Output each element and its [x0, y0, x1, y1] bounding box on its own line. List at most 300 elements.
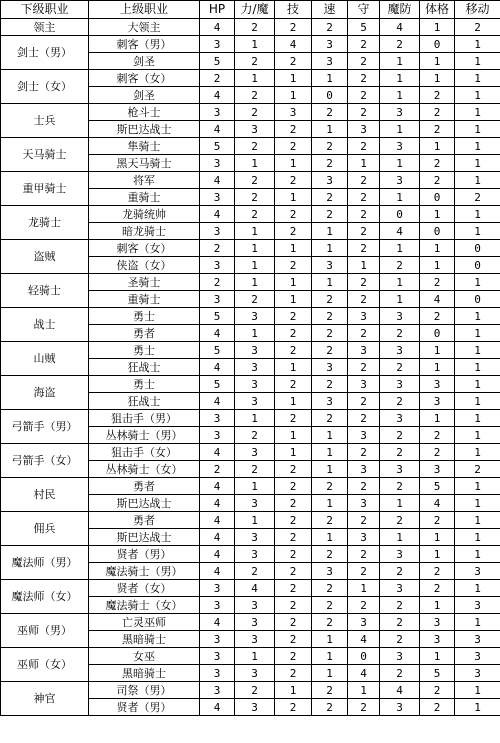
stat-cell: 3 [200, 36, 235, 53]
stat-cell: 1 [420, 240, 455, 257]
upper-class-cell: 勇者 [89, 478, 200, 495]
stat-cell: 1 [235, 223, 275, 240]
stat-cell: 3 [235, 614, 275, 631]
stat-cell: 3 [455, 665, 500, 682]
stat-cell: 0 [455, 257, 500, 274]
stat-cell: 3 [380, 699, 420, 716]
upper-class-cell: 剑圣 [89, 87, 200, 104]
stat-cell: 1 [275, 682, 312, 699]
stat-cell: 2 [312, 614, 348, 631]
stat-cell: 1 [235, 512, 275, 529]
lower-class-cell: 战士 [1, 308, 89, 342]
stat-cell: 1 [312, 427, 348, 444]
stat-cell: 3 [420, 393, 455, 410]
stat-cell: 2 [235, 172, 275, 189]
stat-cell: 1 [312, 461, 348, 478]
header-build: 体格 [420, 1, 455, 19]
stat-cell: 2 [312, 291, 348, 308]
stat-cell: 2 [348, 206, 380, 223]
stat-cell: 5 [200, 308, 235, 325]
stat-cell: 3 [200, 648, 235, 665]
stat-cell: 1 [420, 53, 455, 70]
stat-cell: 4 [200, 87, 235, 104]
stat-cell: 2 [420, 172, 455, 189]
upper-class-cell: 刺客（女） [89, 70, 200, 87]
stat-cell: 2 [235, 461, 275, 478]
stat-cell: 1 [235, 478, 275, 495]
stat-cell: 4 [380, 223, 420, 240]
stat-cell: 3 [235, 597, 275, 614]
stat-cell: 1 [455, 223, 500, 240]
header-resistance: 魔防 [380, 1, 420, 19]
table-row [1, 104, 500, 121]
stat-cell: 1 [348, 682, 380, 699]
stat-cell: 1 [380, 240, 420, 257]
stat-cell: 5 [200, 138, 235, 155]
stat-cell: 1 [455, 427, 500, 444]
stat-cell: 3 [200, 597, 235, 614]
lower-class-cell: 山贼 [1, 342, 89, 376]
stat-cell: 1 [235, 648, 275, 665]
upper-class-cell: 枪斗士 [89, 104, 200, 121]
stat-cell: 3 [235, 121, 275, 138]
stat-cell: 1 [455, 529, 500, 546]
upper-class-cell: 斯巴达战士 [89, 495, 200, 512]
lower-class-cell: 神官 [1, 682, 89, 716]
stat-cell: 0 [420, 325, 455, 342]
stat-cell: 1 [455, 172, 500, 189]
stat-cell: 2 [312, 155, 348, 172]
stat-cell: 2 [200, 240, 235, 257]
stat-cell: 3 [380, 138, 420, 155]
stat-cell: 3 [420, 631, 455, 648]
stat-cell: 3 [200, 410, 235, 427]
header-upper-class: 上级职业 [89, 1, 200, 19]
stat-cell: 2 [275, 563, 312, 580]
stat-cell: 2 [275, 580, 312, 597]
upper-class-cell: 狂战士 [89, 393, 200, 410]
stat-cell: 2 [200, 274, 235, 291]
stat-cell: 2 [235, 427, 275, 444]
stat-cell: 3 [380, 104, 420, 121]
stat-cell: 1 [348, 155, 380, 172]
upper-class-cell: 黑暗骑士 [89, 665, 200, 682]
upper-class-cell: 大领主 [89, 19, 200, 36]
stat-cell: 1 [455, 359, 500, 376]
stat-cell: 3 [380, 376, 420, 393]
stat-cell: 3 [235, 546, 275, 563]
upper-class-cell: 斯巴达战士 [89, 529, 200, 546]
stat-cell: 2 [235, 19, 275, 36]
lower-class-cell: 巫师（男） [1, 614, 89, 648]
upper-class-cell: 贤者（男） [89, 546, 200, 563]
upper-class-cell: 魔法骑士（男） [89, 563, 200, 580]
stat-cell: 1 [235, 325, 275, 342]
stat-cell: 1 [235, 70, 275, 87]
stat-cell: 2 [348, 36, 380, 53]
stat-cell: 2 [455, 461, 500, 478]
stat-cell: 2 [380, 563, 420, 580]
stat-cell: 4 [420, 291, 455, 308]
stat-cell: 1 [348, 580, 380, 597]
stat-cell: 2 [275, 495, 312, 512]
stat-cell: 1 [455, 325, 500, 342]
stat-cell: 1 [275, 359, 312, 376]
stat-cell: 3 [348, 342, 380, 359]
stat-cell: 3 [312, 563, 348, 580]
stat-cell: 4 [200, 325, 235, 342]
stat-cell: 2 [348, 546, 380, 563]
stat-cell: 2 [275, 529, 312, 546]
stat-cell: 0 [455, 291, 500, 308]
stat-cell: 2 [348, 138, 380, 155]
lower-class-cell: 剑士（女） [1, 70, 89, 104]
stat-cell: 2 [420, 104, 455, 121]
stat-cell: 2 [235, 682, 275, 699]
stat-cell: 2 [380, 478, 420, 495]
stat-cell: 1 [235, 410, 275, 427]
stat-cell: 2 [348, 70, 380, 87]
stat-cell: 4 [200, 19, 235, 36]
stat-cell: 2 [275, 478, 312, 495]
stat-cell: 2 [200, 70, 235, 87]
lower-class-cell: 佣兵 [1, 512, 89, 546]
stat-cell: 1 [455, 121, 500, 138]
stat-cell: 1 [235, 257, 275, 274]
stat-cell: 4 [380, 19, 420, 36]
stat-cell: 2 [348, 512, 380, 529]
stat-cell: 1 [455, 104, 500, 121]
upper-class-cell: 女巫 [89, 648, 200, 665]
stat-cell: 2 [420, 427, 455, 444]
stat-cell: 1 [312, 665, 348, 682]
stat-cell: 4 [200, 512, 235, 529]
stat-cell: 1 [420, 648, 455, 665]
table-row [1, 682, 500, 699]
stat-cell: 3 [420, 461, 455, 478]
stat-cell: 1 [455, 512, 500, 529]
stat-cell: 3 [235, 308, 275, 325]
stat-cell: 0 [380, 206, 420, 223]
lower-class-cell: 士兵 [1, 104, 89, 138]
stat-cell: 2 [275, 376, 312, 393]
stat-cell: 2 [420, 274, 455, 291]
stat-cell: 2 [275, 325, 312, 342]
stat-cell: 2 [348, 87, 380, 104]
stat-cell: 5 [200, 342, 235, 359]
stat-cell: 1 [312, 121, 348, 138]
header-lower-class: 下级职业 [1, 1, 89, 19]
stat-cell: 1 [420, 529, 455, 546]
stat-cell: 3 [235, 699, 275, 716]
stat-cell: 2 [312, 410, 348, 427]
stat-cell: 1 [275, 155, 312, 172]
table-row [1, 206, 500, 223]
stat-cell: 2 [235, 291, 275, 308]
stat-cell: 1 [420, 359, 455, 376]
stat-cell: 1 [455, 308, 500, 325]
stat-cell: 3 [420, 614, 455, 631]
stat-cell: 1 [275, 291, 312, 308]
lower-class-cell: 领主 [1, 19, 89, 36]
stat-cell: 1 [455, 53, 500, 70]
stat-cell: 3 [380, 648, 420, 665]
stat-cell: 1 [312, 495, 348, 512]
upper-class-cell: 将军 [89, 172, 200, 189]
stat-cell: 1 [455, 444, 500, 461]
stat-cell: 1 [380, 189, 420, 206]
stat-cell: 4 [200, 393, 235, 410]
stat-cell: 5 [420, 478, 455, 495]
stat-cell: 3 [200, 580, 235, 597]
upper-class-cell: 黑暗骑士 [89, 631, 200, 648]
stat-cell: 2 [275, 512, 312, 529]
stat-cell: 3 [235, 495, 275, 512]
header-move: 移动 [455, 1, 500, 19]
stat-cell: 4 [200, 478, 235, 495]
stat-cell: 4 [200, 206, 235, 223]
stat-cell: 3 [348, 529, 380, 546]
stat-cell: 2 [312, 308, 348, 325]
stat-cell: 3 [348, 427, 380, 444]
lower-class-cell: 天马骑士 [1, 138, 89, 172]
stat-cell: 1 [455, 682, 500, 699]
stat-cell: 1 [380, 53, 420, 70]
table-row [1, 172, 500, 189]
stat-cell: 0 [348, 648, 380, 665]
stat-cell: 2 [380, 665, 420, 682]
upper-class-cell: 暗龙骑士 [89, 223, 200, 240]
stat-cell: 2 [420, 121, 455, 138]
stat-cell: 3 [380, 461, 420, 478]
lower-class-cell: 魔法师（女） [1, 580, 89, 614]
stat-cell: 2 [348, 240, 380, 257]
stat-cell: 2 [455, 189, 500, 206]
stat-cell: 2 [420, 563, 455, 580]
stat-cell: 1 [420, 546, 455, 563]
stat-cell: 2 [275, 138, 312, 155]
stat-cell: 1 [420, 206, 455, 223]
table-row [1, 648, 500, 665]
table-row [1, 70, 500, 87]
stat-cell: 2 [420, 444, 455, 461]
upper-class-cell: 重骑士 [89, 189, 200, 206]
stat-cell: 3 [200, 223, 235, 240]
stat-cell: 1 [275, 189, 312, 206]
stat-cell: 3 [312, 393, 348, 410]
stat-cell: 3 [420, 376, 455, 393]
stat-cell: 2 [275, 172, 312, 189]
stat-cell: 4 [200, 359, 235, 376]
stat-cell: 2 [275, 257, 312, 274]
stat-cell: 0 [420, 189, 455, 206]
upper-class-cell: 剑圣 [89, 53, 200, 70]
stat-cell: 1 [380, 291, 420, 308]
stat-cell: 2 [312, 682, 348, 699]
stat-cell: 3 [312, 257, 348, 274]
stat-cell: 1 [455, 87, 500, 104]
stat-cell: 2 [455, 19, 500, 36]
stat-cell: 2 [348, 359, 380, 376]
stat-cell: 2 [312, 19, 348, 36]
stat-cell: 5 [200, 53, 235, 70]
stat-cell: 2 [348, 410, 380, 427]
stat-cell: 3 [200, 155, 235, 172]
stat-cell: 4 [200, 121, 235, 138]
table-row [1, 240, 500, 257]
stat-cell: 1 [235, 274, 275, 291]
stat-cell: 2 [348, 393, 380, 410]
stat-cell: 3 [455, 563, 500, 580]
stat-cell: 3 [235, 444, 275, 461]
stat-cell: 3 [312, 172, 348, 189]
stat-cell: 2 [275, 19, 312, 36]
stat-cell: 1 [420, 257, 455, 274]
stat-cell: 1 [455, 376, 500, 393]
stat-cell: 4 [380, 682, 420, 699]
lower-class-cell: 弓箭手（女） [1, 444, 89, 478]
stat-cell: 2 [348, 597, 380, 614]
upper-class-cell: 圣骑士 [89, 274, 200, 291]
stat-cell: 1 [455, 138, 500, 155]
stat-cell: 2 [380, 597, 420, 614]
table-row [1, 19, 500, 36]
lower-class-cell: 巫师（女） [1, 648, 89, 682]
stat-cell: 3 [235, 631, 275, 648]
stat-cell: 2 [380, 325, 420, 342]
stat-cell: 4 [200, 699, 235, 716]
stat-cell: 3 [348, 308, 380, 325]
stat-cell: 3 [200, 104, 235, 121]
stat-cell: 2 [420, 580, 455, 597]
stat-cell: 3 [380, 342, 420, 359]
stat-cell: 2 [380, 359, 420, 376]
stat-cell: 2 [275, 342, 312, 359]
stat-cell: 2 [348, 274, 380, 291]
stat-cell: 3 [200, 682, 235, 699]
header-hp: HP [200, 1, 235, 19]
stat-cell: 3 [312, 36, 348, 53]
stat-cell: 2 [380, 36, 420, 53]
lower-class-cell: 重甲骑士 [1, 172, 89, 206]
stat-cell: 1 [275, 240, 312, 257]
stat-cell: 4 [200, 614, 235, 631]
stat-cell: 2 [275, 53, 312, 70]
stat-cell: 2 [312, 104, 348, 121]
stat-cell: 2 [312, 325, 348, 342]
table-row [1, 36, 500, 53]
upper-class-cell: 刺客（男） [89, 36, 200, 53]
upper-class-cell: 侠盗（女） [89, 257, 200, 274]
stat-cell: 3 [455, 648, 500, 665]
stat-cell: 3 [235, 665, 275, 682]
upper-class-cell: 贤者（女） [89, 580, 200, 597]
stat-cell: 2 [420, 308, 455, 325]
stat-cell: 1 [312, 648, 348, 665]
stat-cell: 1 [275, 87, 312, 104]
stat-cell: 3 [235, 359, 275, 376]
table-row [1, 138, 500, 155]
stat-cell: 4 [235, 580, 275, 597]
stat-cell: 5 [420, 665, 455, 682]
stat-cell: 4 [200, 444, 235, 461]
stat-cell: 3 [235, 529, 275, 546]
stat-cell: 2 [312, 546, 348, 563]
table-row [1, 342, 500, 359]
stat-cell: 2 [380, 512, 420, 529]
upper-class-cell: 魔法骑士（女） [89, 597, 200, 614]
stat-cell: 3 [348, 376, 380, 393]
upper-class-cell: 丛林骑士（女） [89, 461, 200, 478]
upper-class-cell: 亡灵巫师 [89, 614, 200, 631]
stat-cell: 2 [312, 189, 348, 206]
stat-cell: 1 [455, 495, 500, 512]
stat-cell: 4 [348, 665, 380, 682]
table-row [1, 546, 500, 563]
stat-cell: 1 [380, 87, 420, 104]
stat-cell: 2 [348, 223, 380, 240]
stat-cell: 1 [420, 138, 455, 155]
stat-cell: 2 [380, 257, 420, 274]
stat-cell: 2 [380, 444, 420, 461]
table-row [1, 410, 500, 427]
stat-cell: 1 [380, 529, 420, 546]
stat-cell: 2 [275, 410, 312, 427]
stat-cell: 2 [275, 461, 312, 478]
stat-cell: 1 [455, 410, 500, 427]
table-row [1, 444, 500, 461]
stat-cell: 3 [348, 461, 380, 478]
stat-cell: 1 [235, 155, 275, 172]
stat-cell: 0 [420, 36, 455, 53]
table-row [1, 376, 500, 393]
header-row [1, 1, 500, 19]
stat-cell: 1 [312, 529, 348, 546]
stat-cell: 2 [312, 138, 348, 155]
stat-cell: 3 [200, 291, 235, 308]
stat-cell: 3 [200, 631, 235, 648]
table-row [1, 512, 500, 529]
stat-cell: 3 [200, 665, 235, 682]
stat-cell: 2 [420, 155, 455, 172]
stat-cell: 1 [312, 223, 348, 240]
upper-class-cell: 龙骑统帅 [89, 206, 200, 223]
stat-cell: 2 [420, 512, 455, 529]
lower-class-cell: 盗贼 [1, 240, 89, 274]
stat-cell: 2 [275, 665, 312, 682]
stat-cell: 1 [455, 70, 500, 87]
stat-cell: 3 [380, 546, 420, 563]
stat-cell: 2 [348, 478, 380, 495]
stat-cell: 2 [275, 546, 312, 563]
stat-cell: 3 [200, 257, 235, 274]
lower-class-cell: 轻骑士 [1, 274, 89, 308]
stat-cell: 0 [312, 87, 348, 104]
stat-cell: 1 [275, 274, 312, 291]
lower-class-cell: 海盗 [1, 376, 89, 410]
upper-class-cell: 勇者 [89, 325, 200, 342]
stat-cell: 3 [312, 53, 348, 70]
stat-cell: 3 [235, 393, 275, 410]
lower-class-cell: 村民 [1, 478, 89, 512]
stat-cell: 1 [420, 19, 455, 36]
stat-cell: 3 [200, 427, 235, 444]
stat-cell: 3 [380, 580, 420, 597]
stat-cell: 1 [455, 206, 500, 223]
stat-cell: 1 [312, 631, 348, 648]
stat-cell: 4 [200, 563, 235, 580]
upper-class-cell: 勇者 [89, 512, 200, 529]
